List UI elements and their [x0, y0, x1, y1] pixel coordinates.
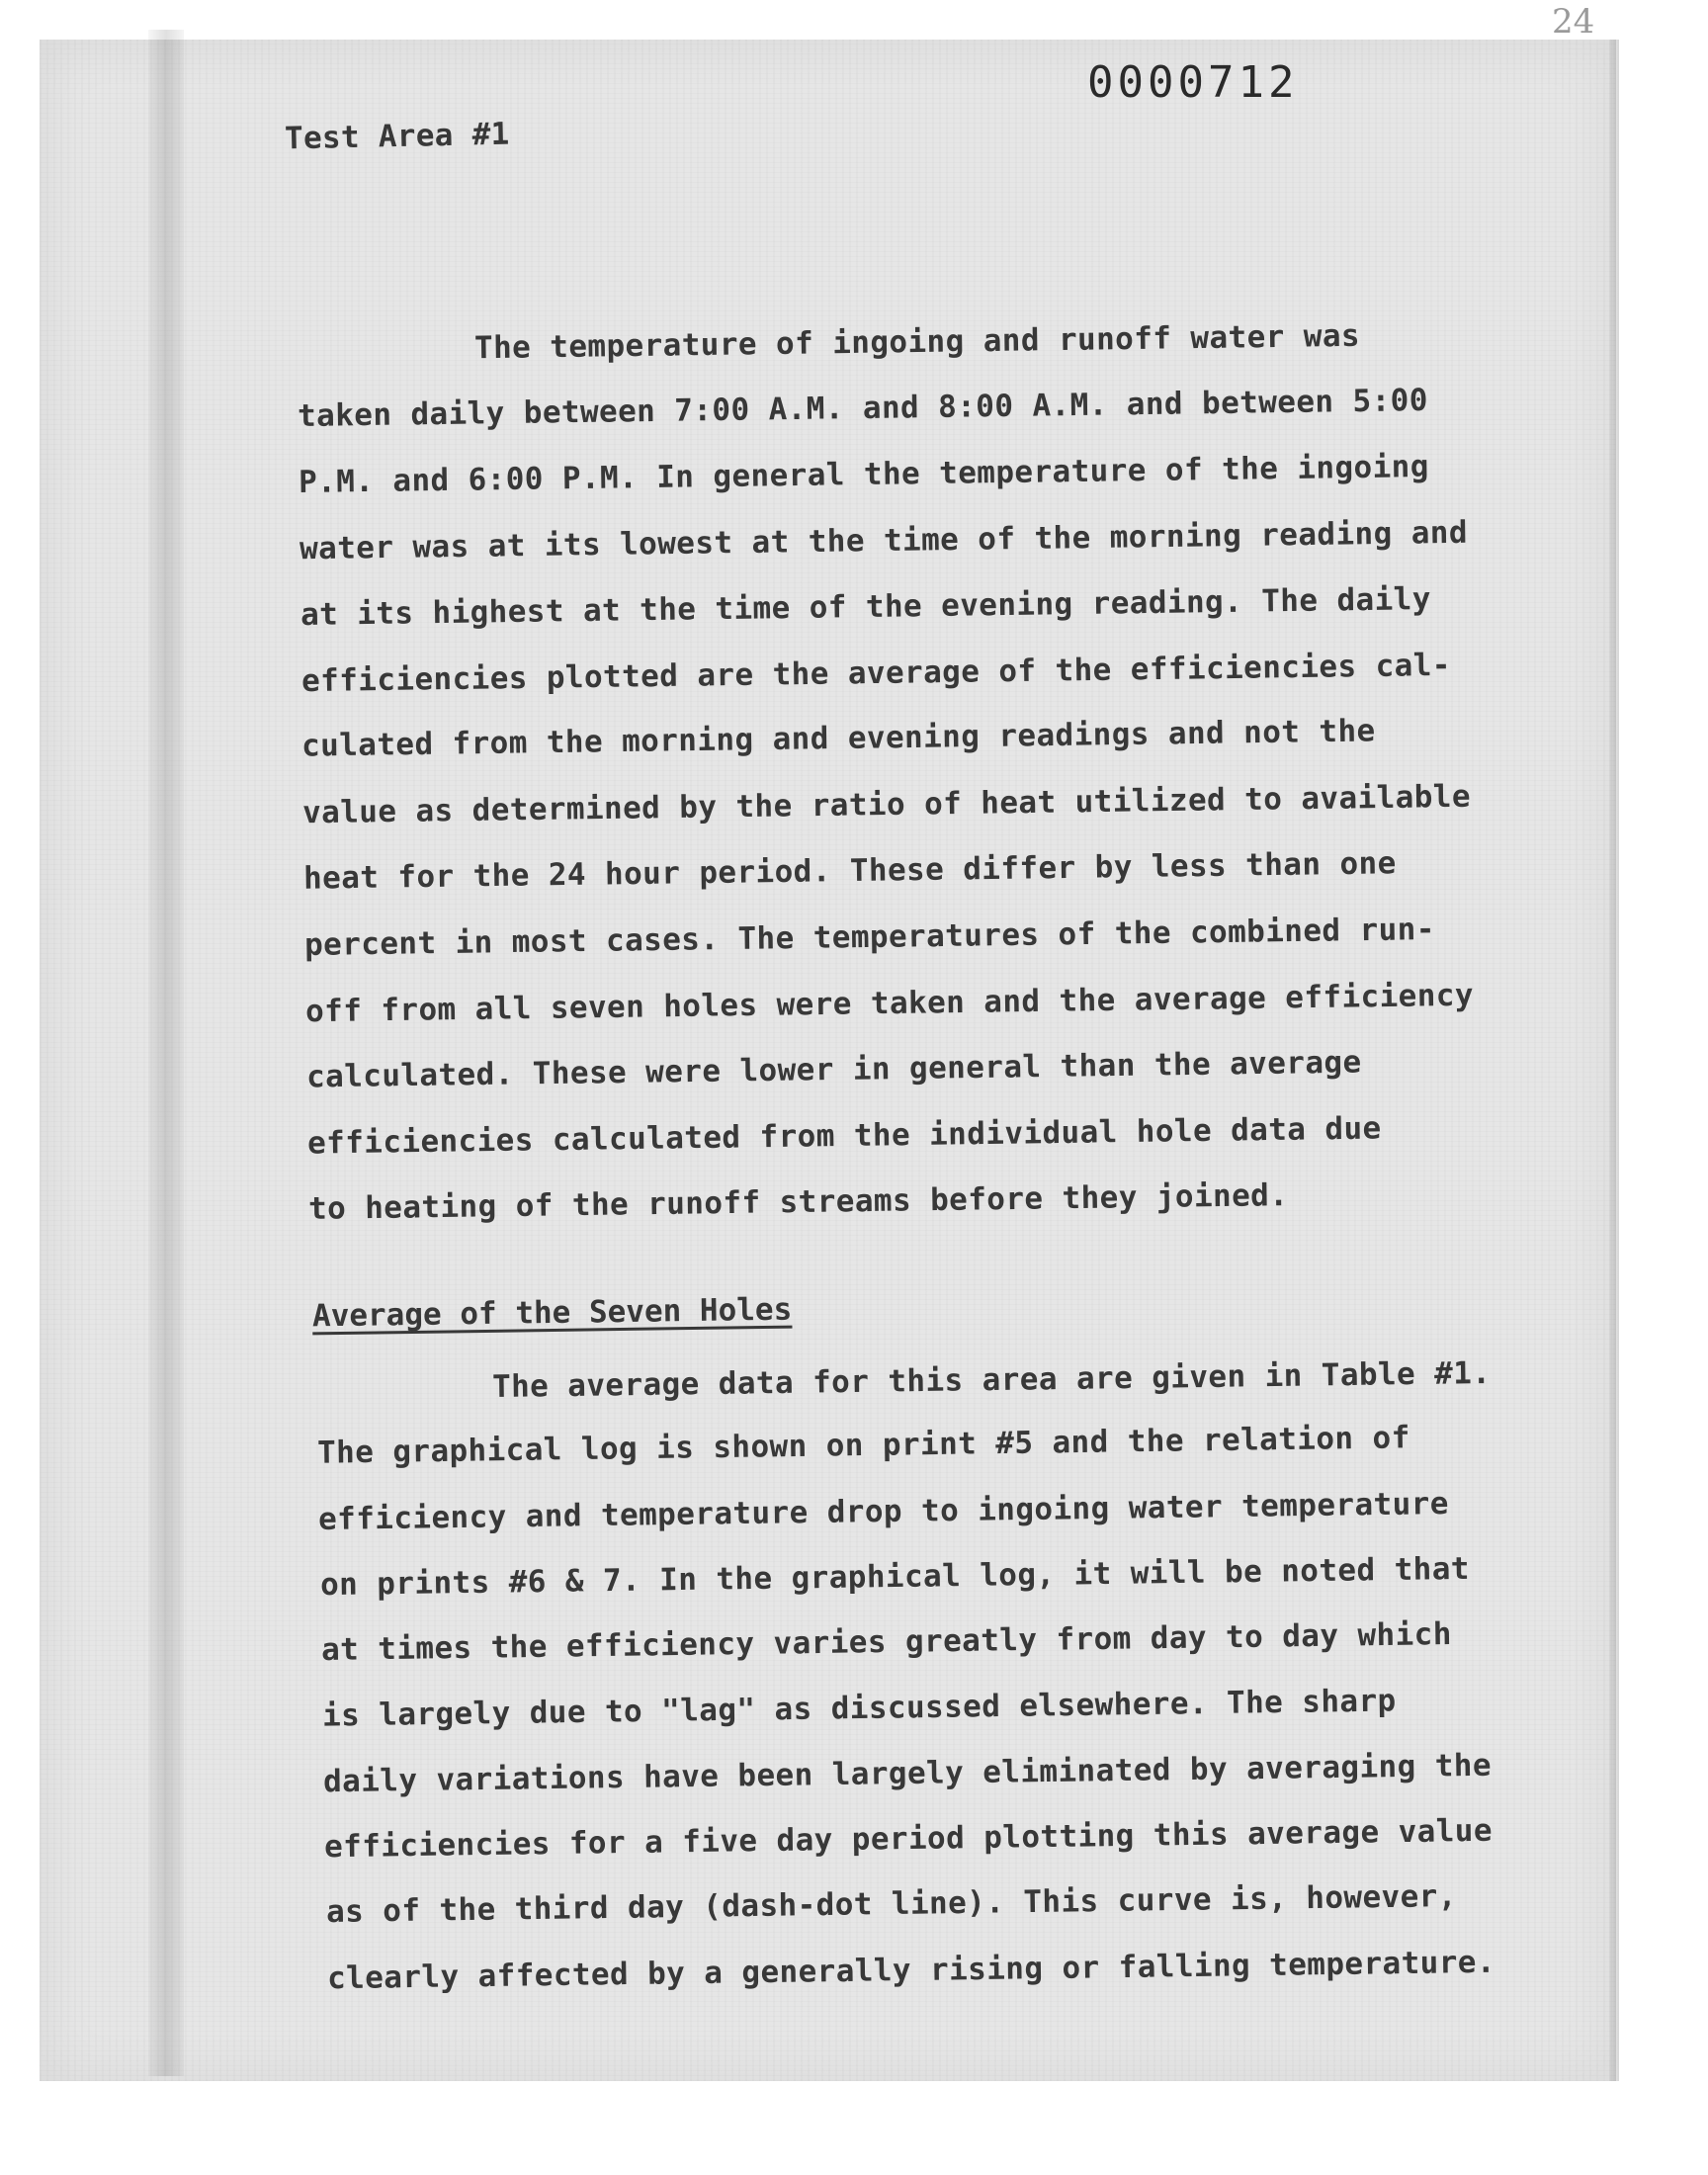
paragraph-1-line: at its highest at the time of the evening reading. The daily	[299, 580, 1431, 633]
paragraph-2-line: daily variations have been largely eliminated by averaging the	[322, 1747, 1493, 1800]
paragraph-1-line: water was at its lowest at the time of the morning reading and	[299, 514, 1468, 566]
document-number: 0000712	[1087, 57, 1299, 108]
paragraph-1-line: to heating of the runoff streams before they joined.	[307, 1176, 1289, 1227]
paragraph-1-line: The temperature of ingoing and runoff water was	[473, 317, 1361, 367]
section-heading: Average of the Seven Holes	[311, 1291, 793, 1335]
paragraph-2-line: The graphical log is shown on print #5 and the relation of	[316, 1420, 1411, 1472]
paragraph-1-line: culated from the morning and evening readings and not the	[301, 713, 1377, 764]
paragraph-2-line: on prints #6 & 7. In the graphical log, it will be noted that	[319, 1550, 1470, 1604]
page-binding-shadow	[148, 30, 184, 2076]
paragraph-1-line: efficiencies plotted are the average of the efficiencies cal-	[300, 647, 1451, 699]
corner-page-mark: 24	[1552, 2, 1595, 42]
paragraph-1-line: value as determined by the ratio of heat utilized to available	[302, 779, 1472, 831]
paragraph-2-line: clearly affected by a generally rising or falling temperature.	[326, 1944, 1495, 1996]
paragraph-1-line: efficiencies calculated from the individual hole data due	[306, 1110, 1382, 1162]
paragraph-1-line: off from all seven holes were taken and the average efficiency	[304, 977, 1475, 1030]
page-right-edge	[1609, 40, 1619, 2081]
paragraph-2-line: as of the third day (dash-dot line). This curve is, however,	[325, 1878, 1457, 1931]
paragraph-1-line: calculated. These were lower in general than the average	[305, 1044, 1362, 1095]
paragraph-1-line: P.M. and 6:00 P.M. In general the temperature of the ingoing	[298, 448, 1429, 500]
paragraph-2-line: at times the efficiency varies greatly from day to day which	[320, 1616, 1452, 1669]
paragraph-2-line: The average data for this area are given in Table #1.	[491, 1354, 1492, 1406]
paragraph-2-line: is largely due to "lag" as discussed elsewhere. The sharp	[321, 1682, 1397, 1734]
header-label: Test Area #1	[284, 116, 510, 157]
paragraph-1-line: taken daily between 7:00 A.M. and 8:00 A.M. and between 5:00	[297, 382, 1428, 434]
paragraph-2-line: efficiencies for a five day period plotting this average value	[324, 1812, 1494, 1866]
paragraph-1-line: heat for the 24 hour period. These differ by less than one	[302, 845, 1398, 897]
paragraph-2-line: efficiency and temperature drop to ingoing water temperature	[318, 1485, 1450, 1537]
paragraph-1-line: percent in most cases. The temperatures of the combined run-	[303, 912, 1436, 964]
